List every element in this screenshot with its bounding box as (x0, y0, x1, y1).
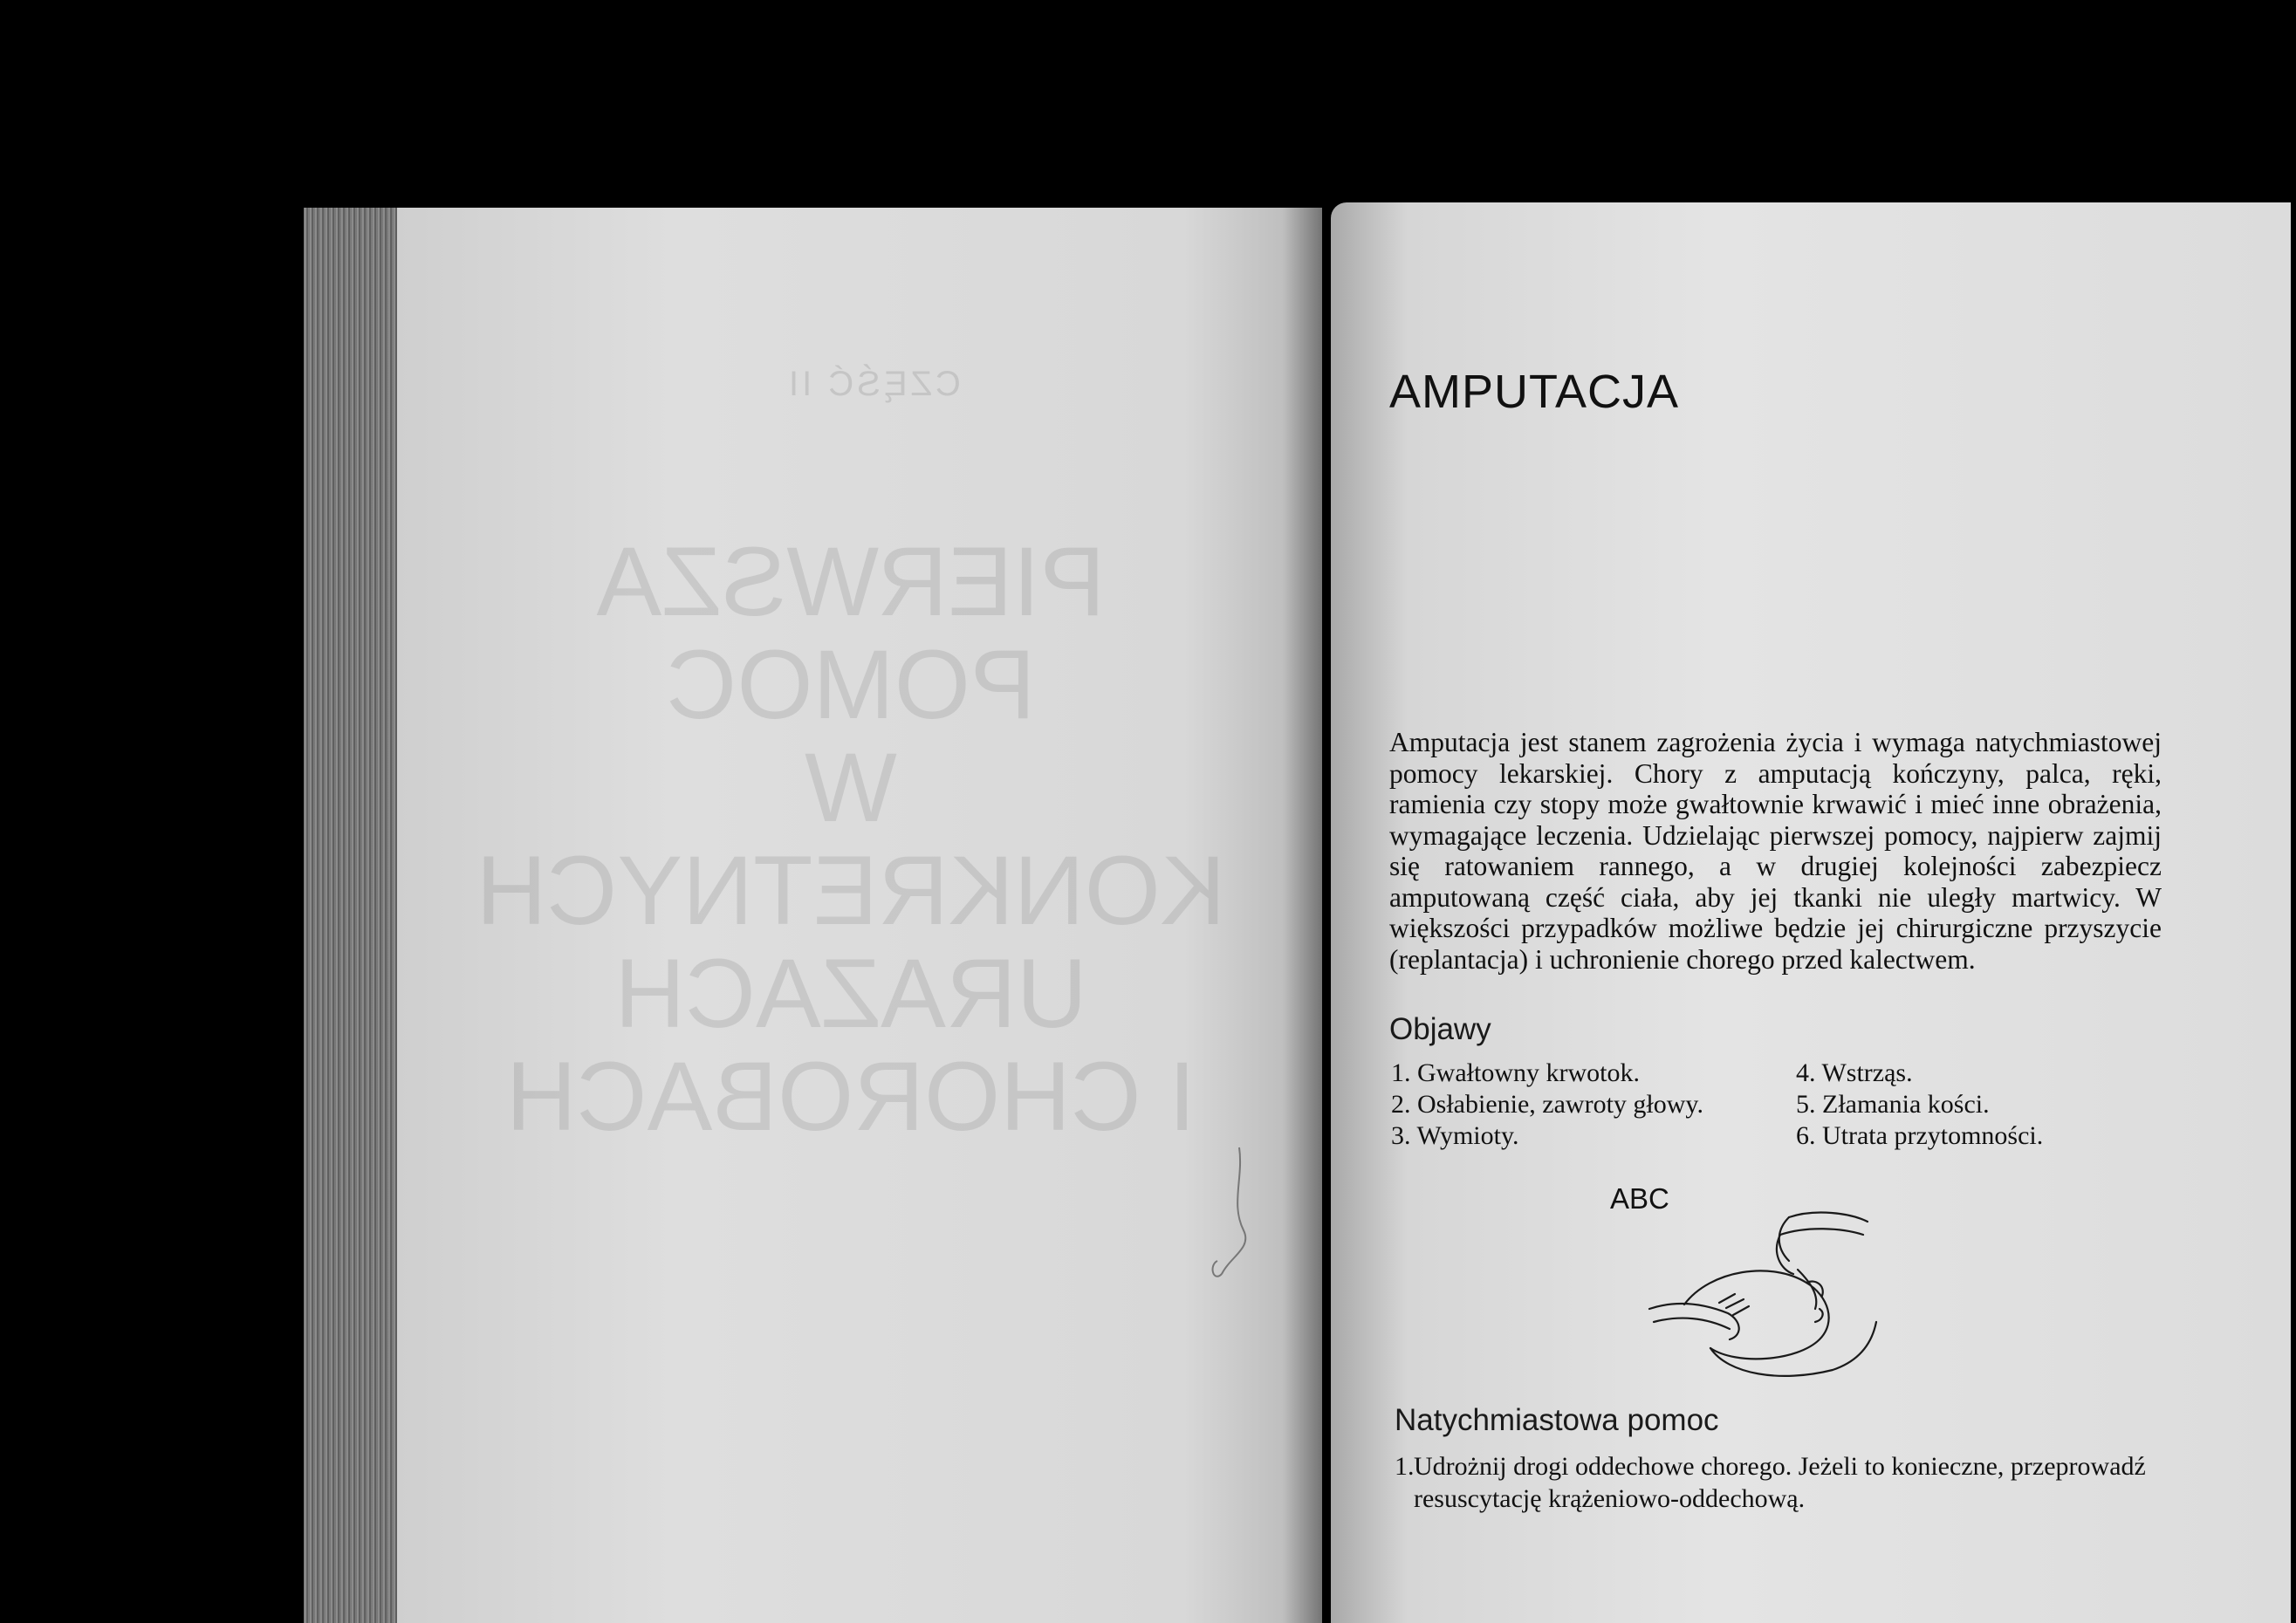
list-item: 3. Wymioty. (1391, 1121, 1519, 1150)
airway-illustration (1632, 1200, 1929, 1392)
ghost-section-title (449, 527, 1252, 1151)
illustration-label: ABC (1610, 1182, 1669, 1215)
step-number: 1. (1395, 1452, 1415, 1481)
aid-step (1395, 1450, 2162, 1515)
book-page-edges (304, 208, 400, 1623)
list-item: 4. Wstrząs. (1796, 1058, 1913, 1087)
symptoms-heading: Objawy (1389, 1012, 1491, 1046)
left-page (397, 208, 1322, 1623)
list-item: 5. Złamania kości. (1796, 1090, 1990, 1119)
ghost-title-line: W KONKRETNYCH (476, 733, 1226, 945)
first-aid-heading: Natychmiastowa pomoc (1395, 1403, 1719, 1437)
list-item: 1. Gwałtowny krwotok. (1391, 1058, 1640, 1087)
list-item: 6. Utrata przytomności. (1796, 1121, 2044, 1150)
symptoms-column-left (1391, 1058, 1703, 1152)
ghost-title-line: I CHOROBACH (505, 1042, 1196, 1151)
ghost-title-line: URAZACH (614, 939, 1087, 1048)
ghost-title-line: PIERWSZA (596, 527, 1106, 636)
ghost-part-heading: CZĘŚĆ II (785, 365, 961, 403)
step-text: Udrożnij drogi oddechowe chorego. Jeżeli to konieczne, przeprowadź resuscytację krążeniowo-oddechową. (1414, 1452, 2146, 1513)
symptoms-column-right (1796, 1058, 2043, 1152)
ghost-title-line: POMOC (666, 630, 1036, 739)
list-item: 2. Osłabienie, zawroty głowy. (1391, 1090, 1703, 1119)
pencil-squiggle-mark (1204, 1143, 1274, 1291)
intro-paragraph: Amputacja jest stanem zagrożenia życia i wymaga natychmiastowej pomocy lekarskiej. Chory z amputacją kończyny, palca, ręki, ramienia czy stopy może gwałtownie krwawić i mieć inne obrażenia, wymagające leczenia. Udzielając pierwszej pomocy, najpierw zajmij się ratowaniem rannego, a w drugiej kolejności zabezpiecz amputowaną część ciała, aby jej tkanki nie uległy martwicy. W większości przypadków możliwe będzie jej chirurgiczne przyszycie (replantacja) i uchronienie chorego przed kalectwem. (1389, 727, 2162, 975)
page-title: AMPUTACJA (1389, 366, 1680, 418)
